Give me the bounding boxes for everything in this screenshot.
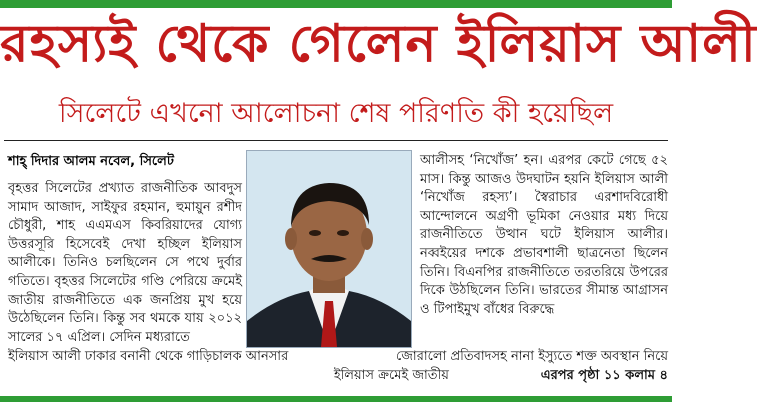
- bottom-line-2: [8, 367, 668, 386]
- byline: শাহ্ দিদার আলম নবেল, সিলেট: [8, 154, 174, 169]
- subheadline: সিলেটে এখনো আলোচনা শেষ পরিণতি কী হয়েছিল: [58, 98, 614, 129]
- bottom-left-text: ইলিয়াস আলী ঢাকার বনানী থেকে গাড়িচালক আনসার: [8, 349, 289, 364]
- article-column-1: [8, 180, 242, 347]
- column-3-text: আলীসহ ‘নিখোঁজ’ হন। এরপর কেটে গেছে ৫২ মাস। কিন্তু আজও উদঘাটন হয়নি ইলিয়াস আলী ‘নিখোঁজ রহস্য’। স্বৈরাচার এরশাদবিরোধী আন্দোলনে অগ্রণী ভূমিকা নেওয়ার মধ্য দিয়ে রাজনীতিতে উত্থান ঘটে ইলিয়াস আলীর। নব্বইয়ের দশকে প্রভাবশালী ছাত্রনেতা ছিলেন তিনি। বিএনপির রাজনীতিতে তরতরিয়ে উপরের দিকে উঠছিলেন তিনি। ভারতের সীমান্ত আগ্রাসন ও টিপাইমুখ বাঁধের বিরুদ্ধে: [420, 153, 668, 317]
- bottom-text-row: [8, 348, 668, 385]
- divider: [4, 140, 668, 141]
- headline: রহস্যই থেকে গেলেন ইলিয়াস আলী: [0, 14, 757, 74]
- bottom-middle-text-2: ইলিয়াস ক্রমেই জাতীয়: [333, 367, 449, 383]
- article-column-3: [420, 152, 668, 319]
- spacer: [8, 367, 242, 386]
- portrait-illustration: [247, 151, 411, 347]
- man-portrait-photo: [246, 150, 412, 348]
- jump-link[interactable]: এরপর পৃষ্ঠা ১১ কলাম ৪: [540, 367, 668, 383]
- bottom-middle-text: জোরালো প্রতিবাদসহ নানা ইস্যুতে শক্ত অবস্থান নিয়ে: [396, 349, 668, 364]
- bottom-line-1: [8, 348, 668, 367]
- top-color-bar: [0, 0, 672, 8]
- bottom-color-bar: [0, 396, 672, 402]
- column-1-text: বৃহত্তর সিলেটের প্রখ্যাত রাজনীতিক আবদুস সামাদ আজাদ, সাইফুর রহমান, হুমায়ুন রশীদ চৌধুরী, শাহ এএমএস কিবরিয়াদের যোগ্য উত্তরসূরি হিসেবেই দেখা হচ্ছিল ইলিয়াস আলীকে। তিনিও চলছিলেন সে পথে দুর্বার গতিতে। বৃহত্তর সিলেটের গণ্ডি পেরিয়ে ক্রমেই জাতীয় রাজনীতিতে এক জনপ্রিয় মুখ হয়ে উঠেছিলেন তিনি। কিন্তু সব থমকে যায় ২০১২ সালের ১৭ এপ্রিল। সেদিন মধ্যরাতে: [8, 181, 242, 345]
